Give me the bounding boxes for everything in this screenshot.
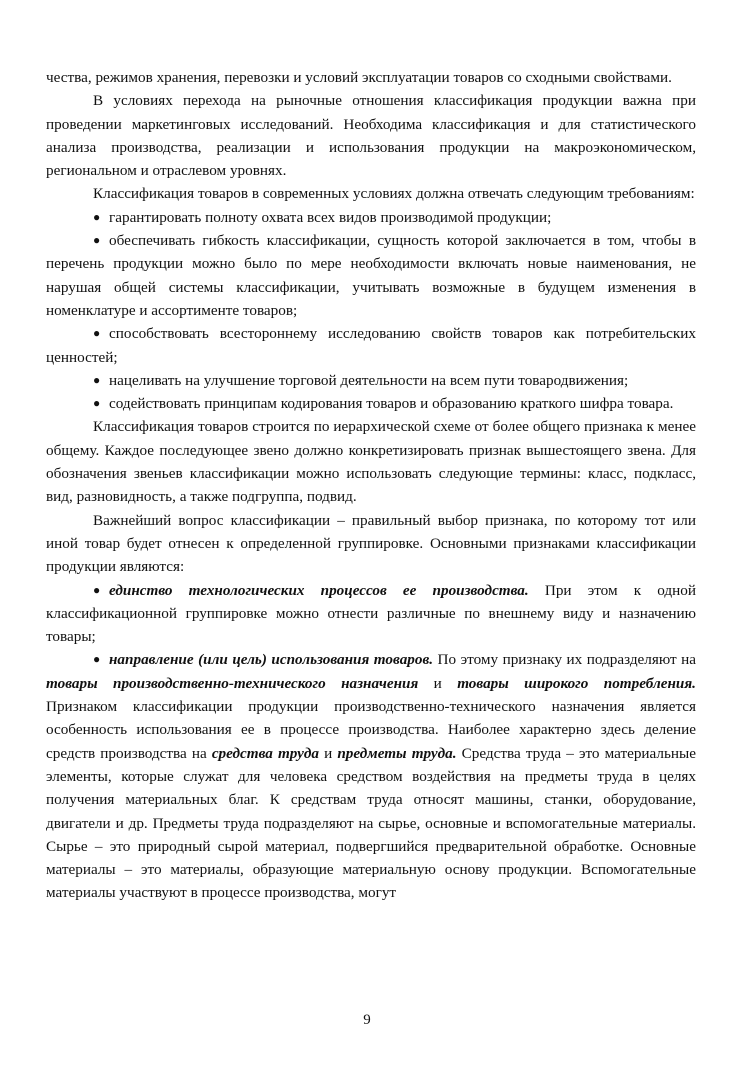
italic-term: товары производственно-технического назначения [46, 674, 419, 692]
requirement-item [46, 369, 696, 392]
requirement-text: содействовать принципам кодирования товаров и образованию краткого шифра товара. [109, 395, 674, 413]
criterion-term: направление (или цель) использования товаров. [109, 651, 434, 669]
criterion-item [46, 648, 696, 904]
requirement-text: нацеливать на улучшение торговой деятельности на всем пути товародвижения; [109, 371, 629, 389]
page-number: 9 [363, 1012, 371, 1028]
criterion-item [46, 579, 696, 649]
paragraph-requirements-intro: Классификация товаров в современных условиях должна отвечать следующим требованиям: [93, 185, 695, 203]
criterion-text: и [418, 674, 458, 692]
requirement-item [46, 206, 696, 229]
page-body [46, 66, 696, 905]
criterion-text: Средства труда – это материальные элементы, которые служат для человека средством воздействия на предметы труда в целях получения материальных благ. К средствам труда относят машины, станки, оборудование, двигатели и др. Предметы труда подразделяют на сырье, основные и вспомогательные материалы. Сырье – это природный сырой материал, подвергшийся предварительной обработке. Основные материалы – это материалы, образующие материальную основу продукции. Вспомогательные материалы участвуют в процессе производства, могут [46, 744, 696, 902]
requirement-item [46, 229, 696, 322]
criterion-text: При этом к одной классификационной группировке можно отнести различные по внешнему виду и назначению товары; [46, 581, 696, 646]
bullet-icon: ● [93, 652, 101, 667]
paragraph-hierarchy: Классификация товаров строится по иерархической схеме от более общего признака к менее общему. Каждое последующее звено должно конкретизировать признак вышестоящего звена. Для обозначения звеньев классификации можно использовать следующие термины: класс, подкласс, вид, разновидность, а также подгруппа, подвид. [46, 418, 696, 506]
bullet-icon: ● [93, 396, 101, 411]
italic-term: товары широкого потребления. [457, 674, 696, 692]
criterion-text: и [319, 744, 338, 762]
bullet-icon: ● [93, 326, 101, 341]
italic-term: предметы труда. [337, 744, 457, 762]
criterion-text: По этому признаку их подразделяют на [433, 651, 697, 669]
requirement-text: обеспечивать гибкость классификации, сущность которой заключается в том, чтобы в перечень продукции можно было по мере необходимости включать новые наименования, не нарушая общей системы классификации, учитывать возможные в будущем изменения в номенклатуре и ассортименте товаров; [46, 232, 696, 319]
criterion-text: Признаком классификации продукции производственно-технического назначения является особенность использования ее в процессе производства. Наиболее характерно здесь деление средств производства на [46, 698, 696, 762]
paragraph-market-classification: В условиях перехода на рыночные отношения классификация продукции важна при проведении маркетинговых исследований. Необходима классификация и для статистического анализа производства, реализации и использования продукции на макроэкономическом, региональном и отраслевом уровнях. [46, 92, 696, 180]
requirement-text: гарантировать полноту охвата всех видов производимой продукции; [109, 208, 552, 226]
requirement-text: способствовать всестороннему исследованию свойств товаров как потребительских ценностей; [46, 325, 696, 366]
bullet-icon: ● [93, 582, 101, 597]
requirement-item [46, 392, 696, 415]
italic-term: средства труда [211, 744, 320, 762]
paragraph-continuation: чества, режимов хранения, перевозки и условий эксплуатации товаров со сходными свойствами. [46, 69, 672, 86]
criterion-term: единство технологических процессов ее производства. [109, 581, 529, 599]
bullet-icon: ● [93, 209, 101, 224]
bullet-icon: ● [93, 233, 101, 248]
requirement-item [46, 322, 696, 369]
paragraph-criteria-intro: Важнейший вопрос классификации – правильный выбор признака, по которому тот или иной товар будет отнесен к определенной группировке. Основными признаками классификации продукции являются: [46, 511, 696, 576]
bullet-icon: ● [93, 372, 101, 387]
